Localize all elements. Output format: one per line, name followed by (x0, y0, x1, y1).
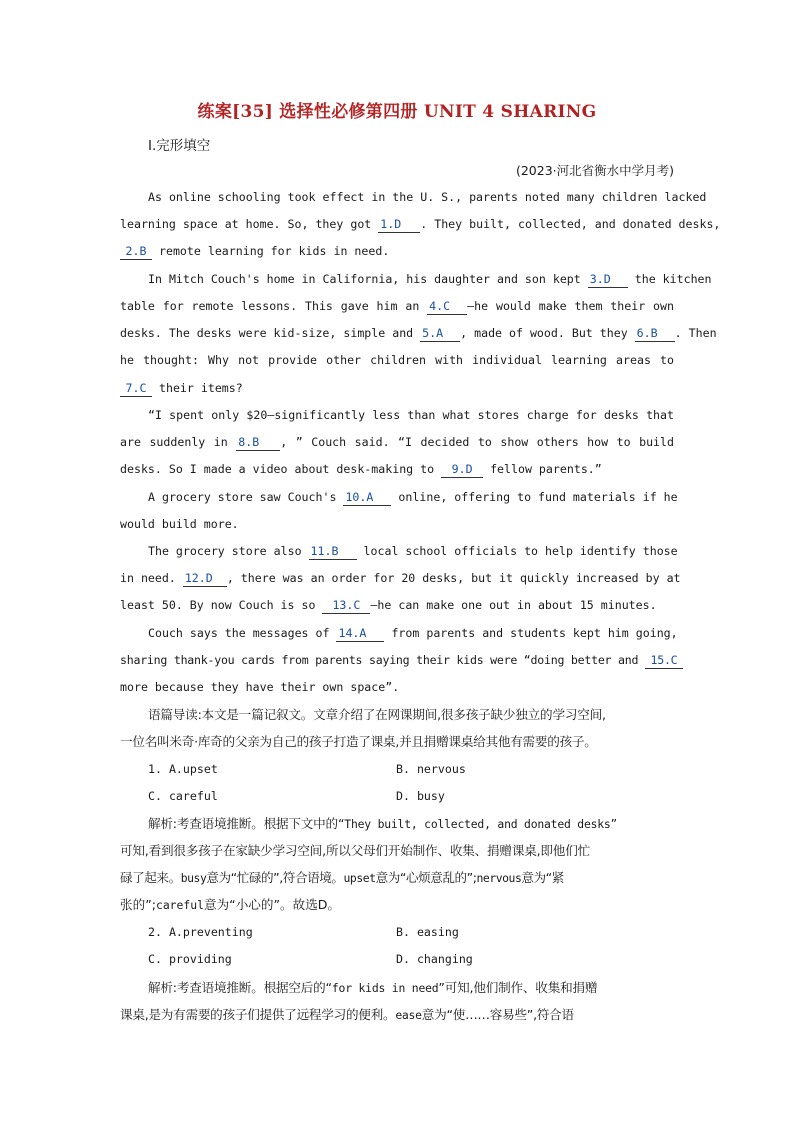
q1-option-b: B. nervous (396, 762, 466, 776)
answer-blank-2: 2.B (120, 243, 152, 260)
passage-line: 7.C their items? (120, 380, 674, 397)
page-title: 练案[35] 选择性必修第四册 UNIT 4 SHARING (197, 102, 597, 122)
passage-line: more because they have their own space”. (120, 680, 400, 694)
passage-line: desks. So I made a video about desk-making to 9.D fellow parents.” (120, 462, 602, 476)
answer-blank-10: 10.A (343, 489, 391, 506)
passage-line: sharing thank-you cards from parents saying their kids were “doing better and 15.C (120, 652, 674, 669)
answer-blank-8: 8.B (236, 434, 280, 451)
passage-line: The grocery store also 11.B local school officials to help identify those (148, 544, 678, 558)
passage-line: 2.B remote learning for kids in need. (120, 243, 674, 260)
answer-blank-6: 6.B (635, 325, 675, 342)
q2-option-c: C. providing (148, 952, 232, 966)
answer-blank-3: 3.D (588, 271, 628, 288)
passage-line: table for remote lessons. This gave him an 4.C —he would make them their own (120, 299, 674, 313)
passage-line: A grocery store saw Couch's 10.A online, offering to fund materials if he (148, 490, 678, 504)
passage-line: are suddenly in 8.B , ” Couch said. “I decided to show others how to build (120, 435, 674, 449)
passage-line: least 50. By now Couch is so 13.C —he can make one out in about 15 minutes. (120, 598, 657, 612)
passage-line: would build more. (120, 517, 239, 531)
passage-line: Couch says the messages of 14.A from parents and students kept him going, (148, 626, 678, 640)
reading-guide-line: 语篇导读:本文是一篇记叙文。文章介绍了在网课期间,很多孩子缺少独立的学习空间, (148, 707, 606, 722)
q1-explanation-line: 张的”;careful意为“小心的”。故选D。 (120, 897, 341, 912)
answer-blank-11: 11.B (309, 543, 357, 560)
source-note: (2023·河北省衡水中学月考) (515, 163, 674, 178)
answer-blank-15: 15.C (645, 652, 683, 669)
answer-blank-13: 13.C (322, 597, 370, 614)
section-heading: Ⅰ.完形填空 (148, 138, 211, 154)
q2-option-d: D. changing (396, 952, 473, 966)
answer-blank-4: 4.C (427, 298, 467, 315)
q1-explanation-line: 碌了起来。busy意为“忙碌的”,符合语境。upset意为“心烦意乱的”;nervous意为“紧 (120, 870, 564, 885)
q2-option-b: B. easing (396, 925, 459, 939)
passage-line: As online schooling took effect in the U. S., parents noted many children lacked (148, 190, 707, 204)
passage-line: In Mitch Couch's home in California, his daughter and son kept 3.D the kitchen (148, 272, 712, 286)
passage-line: “I spent only $20—significantly less than what stores charge for desks that (148, 408, 674, 422)
q1-option-d: D. busy (396, 789, 445, 803)
q2-explanation-line: 解析:考查语境推断。根据空后的“for kids in need”可知,他们制作、收集和捐赠 (148, 980, 598, 995)
answer-blank-12: 12.D (183, 570, 227, 587)
answer-blank-7: 7.C (120, 380, 152, 397)
passage-line: desks. The desks were kid-size, simple and 5.A , made of wood. But they 6.B . Then (120, 326, 717, 340)
answer-blank-5: 5.A (420, 325, 460, 342)
answer-blank-1: 1.D (378, 216, 420, 233)
q2-option-a: 2. A.preventing (148, 925, 253, 939)
passage-line: learning space at home. So, they got 1.D . They built, collected, and donated desks, (120, 217, 721, 231)
passage-line: in need. 12.D , there was an order for 20 desks, but it quickly increased by at (120, 571, 681, 585)
passage-line: he thought: Why not provide other children with individual learning areas to (120, 353, 674, 367)
q1-explanation-line: 可知,看到很多孩子在家缺少学习空间,所以父母们开始制作、收集、捐赠课桌,即他们忙 (120, 843, 590, 858)
reading-guide-line: 一位名叫米奇·库奇的父亲为自己的孩子打造了课桌,并且捐赠课桌给其他有需要的孩子。 (120, 734, 597, 749)
q2-explanation-line: 课桌,是为有需要的孩子们提供了远程学习的便利。ease意为“使……容易些”,符合语 (120, 1007, 574, 1022)
q1-option-c: C. careful (148, 789, 218, 803)
q1-option-a: 1. A.upset (148, 762, 218, 776)
answer-blank-14: 14.A (336, 625, 384, 642)
q1-explanation-line: 解析:考查语境推断。根据下文中的“They built, collected, and donated desks” (148, 816, 617, 831)
answer-blank-9: 9.D (441, 461, 483, 478)
